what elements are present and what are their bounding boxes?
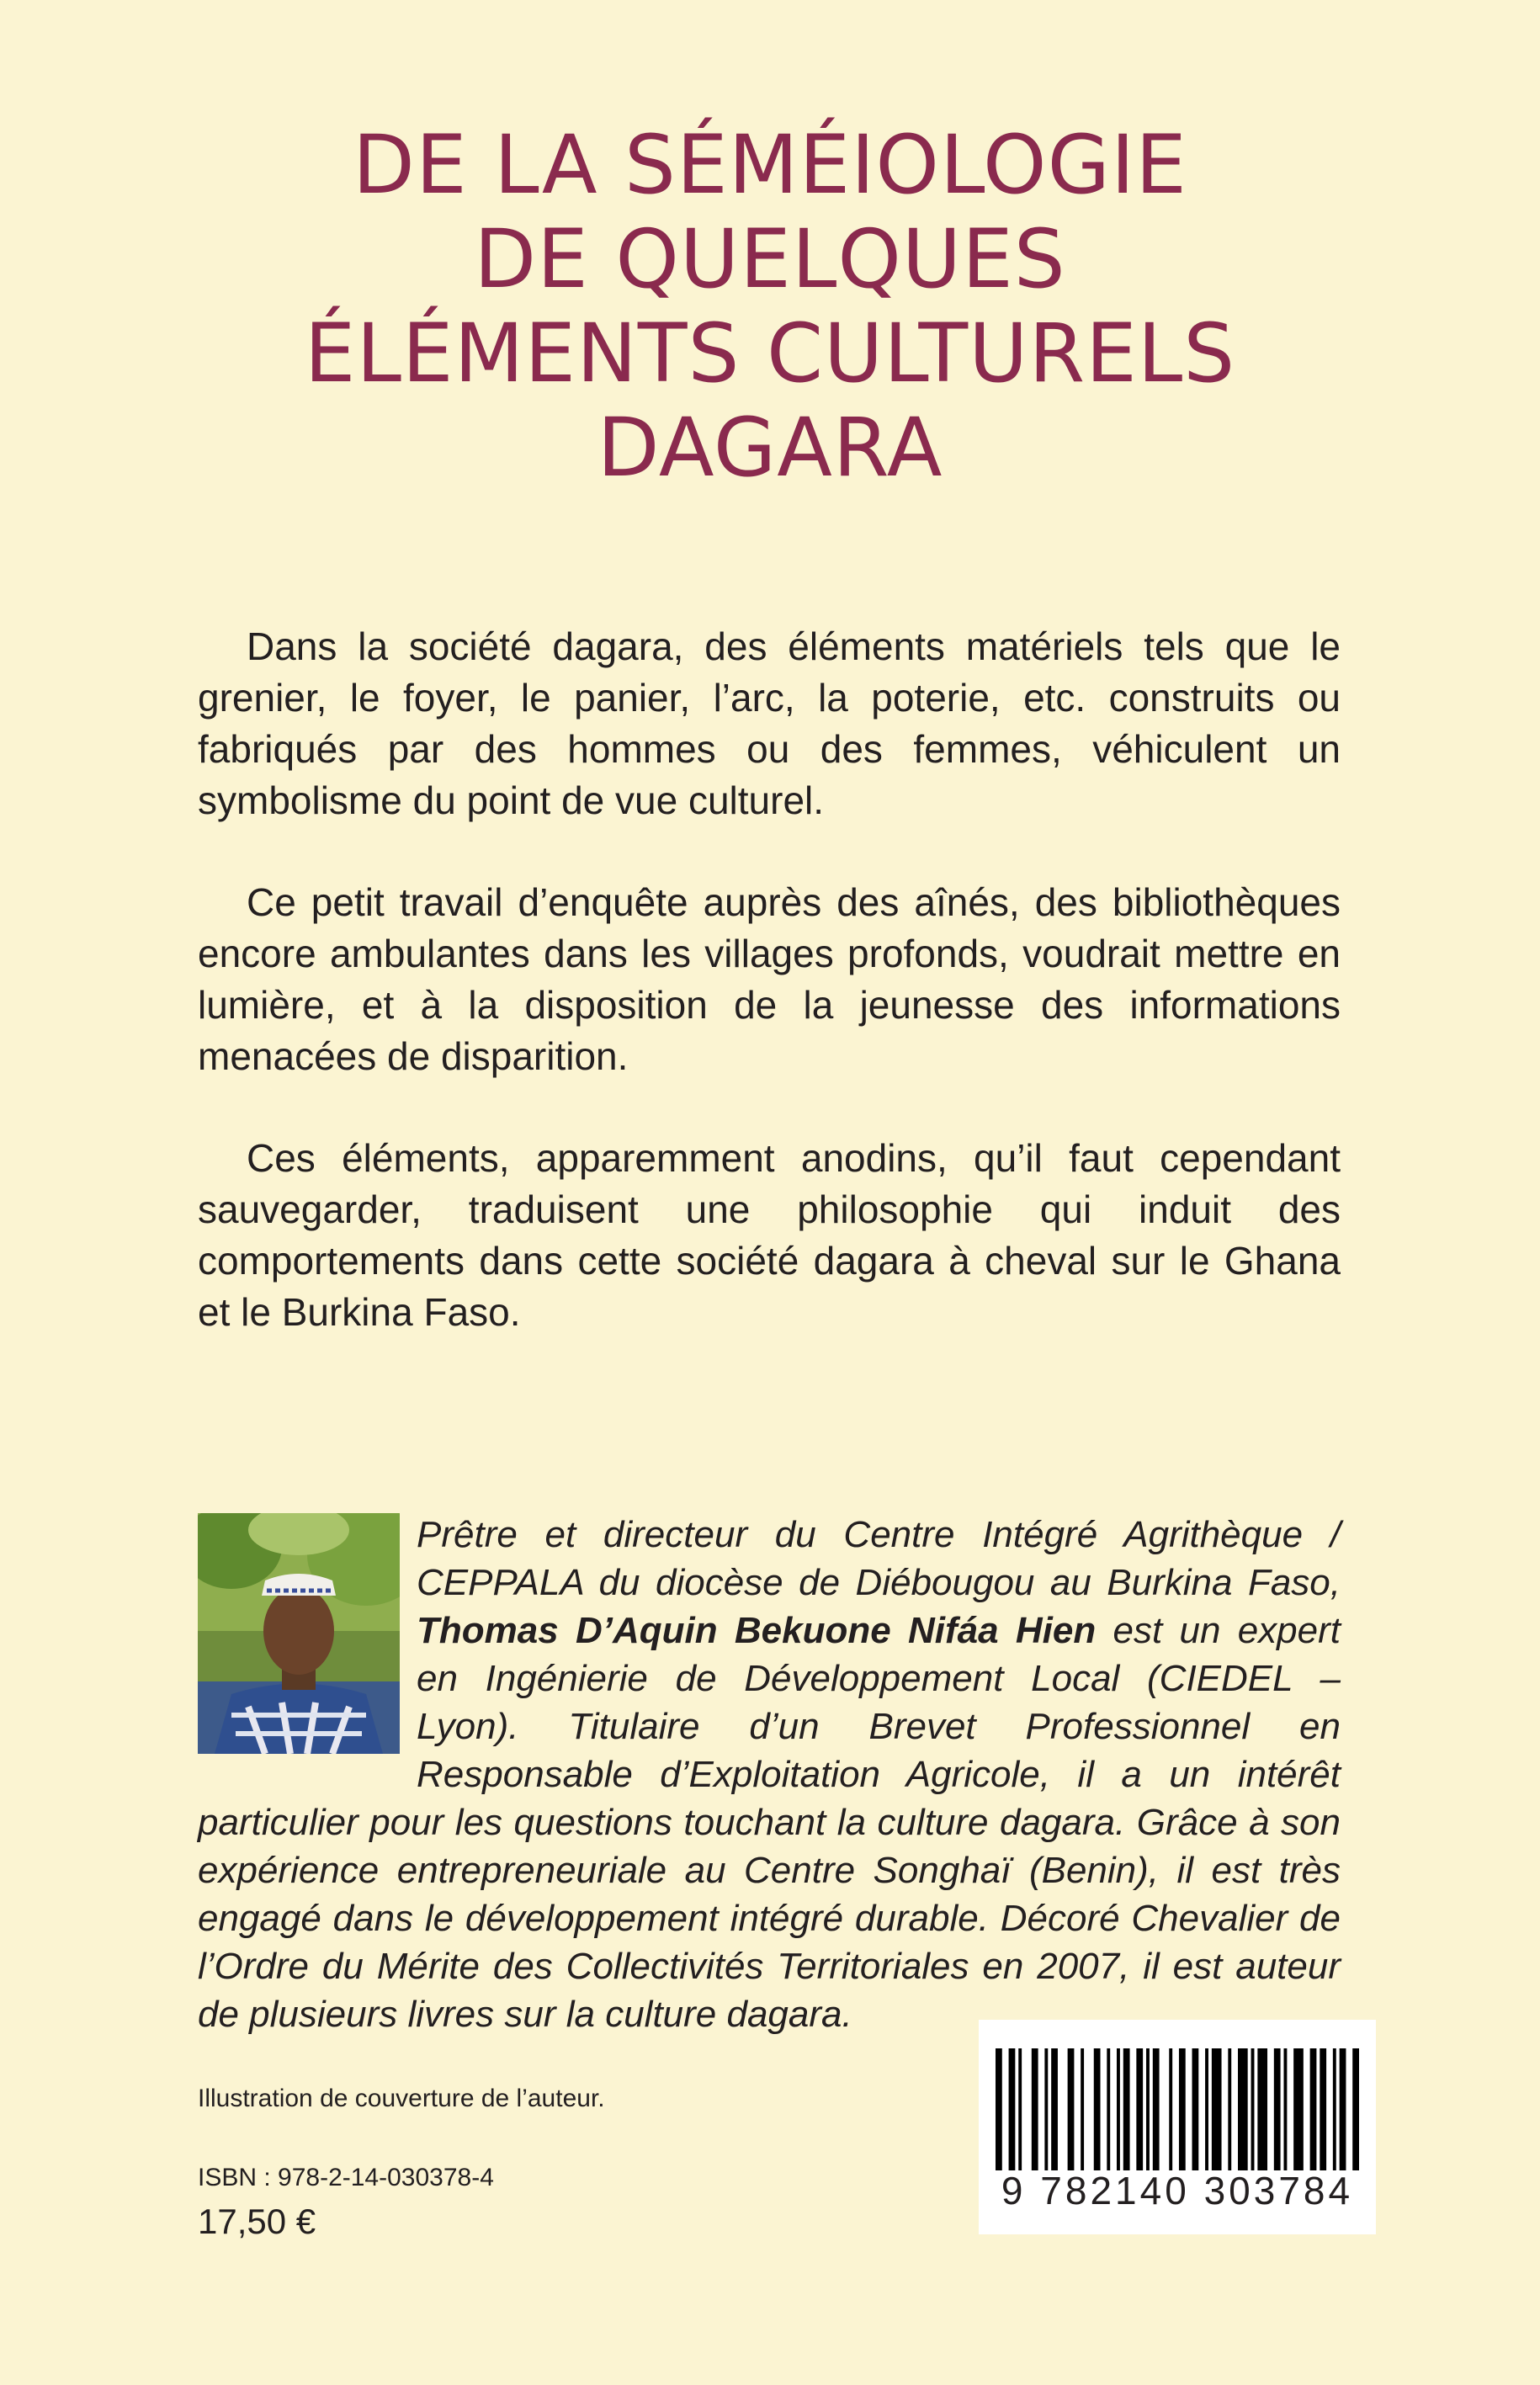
barcode-bar (1274, 2048, 1281, 2170)
title-line-1: DE LA SÉMÉIOLOGIE (353, 118, 1187, 212)
barcode-bar (1136, 2048, 1143, 2170)
barcode-digits: 9 782140 303784 (1001, 2169, 1354, 2212)
barcode-bars (996, 2048, 1359, 2170)
barcode-bar (1051, 2048, 1058, 2170)
barcode-bar (1320, 2048, 1326, 2170)
barcode-bar (1153, 2048, 1160, 2170)
barcode-bar (1179, 2048, 1186, 2170)
barcode-bar (1169, 2048, 1172, 2170)
barcode (979, 2020, 1376, 2234)
barcode-bar (1310, 2048, 1317, 2170)
barcode-bar (1212, 2048, 1222, 2170)
barcode-bar (1009, 2048, 1016, 2170)
back-cover-blurb (198, 621, 1341, 1389)
photo-spacer (198, 1511, 400, 1751)
barcode-bar (1257, 2048, 1267, 2170)
barcode-bar (1032, 2048, 1038, 2170)
barcode-bar (1340, 2048, 1346, 2170)
blurb-paragraph-3: Ces éléments, apparemment anodins, qu’il faut cependant sauvegarder, traduisent une philosophie qui induit des comportements dans cette société dagara à cheval sur le Ghana et le Burkina Faso. (198, 1136, 1341, 1334)
barcode-bar (1333, 2048, 1336, 2170)
author-name: Thomas D’Aquin Bekuone Nifáa Hien (417, 1610, 1097, 1651)
price: 17,50 € (198, 2202, 316, 2241)
title-line-4: DAGARA (597, 401, 943, 495)
barcode-bar (1107, 2048, 1110, 2170)
book-title (0, 118, 1540, 495)
barcode-bar (1117, 2048, 1120, 2170)
barcode-bar (1044, 2048, 1048, 2170)
barcode-bar (1081, 2048, 1084, 2170)
barcode-bar (1205, 2048, 1208, 2170)
author-bio (198, 1511, 1341, 2038)
barcode-bar (1238, 2048, 1248, 2170)
barcode-bar (1146, 2048, 1150, 2170)
barcode-bar (1352, 2048, 1359, 2170)
barcode-bar (1018, 2048, 1022, 2170)
title-line-2: DE QUELQUES (474, 212, 1066, 306)
barcode-bar (996, 2048, 1002, 2170)
barcode-bar (1192, 2048, 1199, 2170)
cover-illustration-credit: Illustration de couverture de l’auteur. (198, 2085, 605, 2112)
blurb-paragraph-1: Dans la société dagara, des éléments matériels tels que le grenier, le foyer, le panier, l’arc, la poterie, etc. construits ou fabriqués par des hommes ou des femmes, véhiculent un symbolisme du point de vue culturel. (198, 624, 1341, 822)
title-line-3: ÉLÉMENTS CULTURELS (304, 306, 1236, 401)
barcode-bar (1251, 2048, 1255, 2170)
barcode-bar (1123, 2048, 1130, 2170)
bio-text-before-name: Prêtre et directeur du Centre Intégré Agrithèque / CEPPALA du diocèse de Diébougou au Burkina Faso, (417, 1514, 1341, 1603)
barcode-bar (1068, 2048, 1075, 2170)
barcode-bar (1293, 2048, 1304, 2170)
bio-text-after-name: est un expert en Ingénierie de Développement Local (CIEDEL – Lyon). Titulaire d’un Brevet Professionnel en Responsable d’Exploitation Agricole, il a un intérêt particulier pour les questions touchant la culture dagara. Grâce à son expérience entrepreneuriale au Centre Songhaï (Benin), il est très engagé dans le développement intégré durable. Décoré Chevalier de l’Ordre du Mérite des Collectivités Territoriales en 2007, il est auteur de plusieurs livres sur la culture dagara. (198, 1610, 1341, 2035)
barcode-bar (1283, 2048, 1287, 2170)
barcode-bar (1228, 2048, 1231, 2170)
blurb-paragraph-2: Ce petit travail d’enquête auprès des aînés, des bibliothèques encore ambulantes dans les villages profonds, voudrait mettre en lumière, et à la disposition de la jeunesse des informations menacées de disparition. (198, 880, 1341, 1078)
isbn: ISBN : 978-2-14-030378-4 (198, 2164, 494, 2191)
barcode-bar (1094, 2048, 1101, 2170)
